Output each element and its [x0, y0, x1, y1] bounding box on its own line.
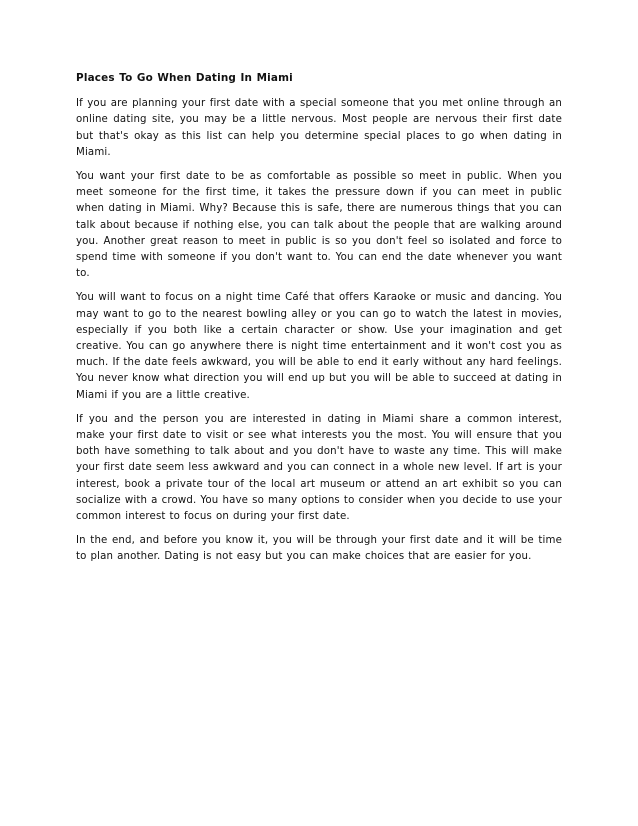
paragraph: If you are planning your first date with a special someone that you met online through an online dating site, you may be a little nervous. Most people are nervous their first date but that's okay as this list can help you determine special places to go when dating in Miami. [76, 98, 562, 158]
document-title: Places To Go When Dating In Miami [76, 72, 293, 84]
paragraph: You want your first date to be as comfortable as possible so meet in public. When you meet someone for the first time, it takes the pressure down if you can meet in public when dating in Miami. Why? Because this is safe, there are numerous things that you can talk about because if nothing else, you can talk about the people that are walking around you. Another great reason to meet in public is so you don't feel so isolated and force to spend time with someone if you don't want to. You can end the date whenever you want to. [76, 171, 562, 280]
document-body [76, 70, 562, 574]
paragraph: If you and the person you are interested in dating in Miami share a common interest, make your first date to visit or see what interests you the most. You will ensure that you both have something to talk about and you don't have to waste any time. This will make your first date seem less awkward and you can connect in a whole new level. If art is your interest, book a private tour of the local art museum or attend an art exhibit so you can socialize with a crowd. You have so many options to consider when you decide to use your common interest to focus on during your first date. [76, 413, 562, 523]
paragraph: In the end, and before you know it, you will be through your first date and it will be time to plan another. Dating is not easy but you can make choices that are easier for you. [76, 535, 562, 563]
paragraph: You will want to focus on a night time Café that offers Karaoke or music and dancing. You may want to go to the nearest bowling alley or you can go to watch the latest in movies, especially if you both like a certain character or show. Use your imagination and get creative. You can go anywhere there is night time entertainment and it won't cost you as much. If the date feels awkward, you will be able to end it early without any hard feelings. You never know what direction you will end up but you will be able to succeed at dating in Miami if you are a little creative. [76, 292, 562, 401]
